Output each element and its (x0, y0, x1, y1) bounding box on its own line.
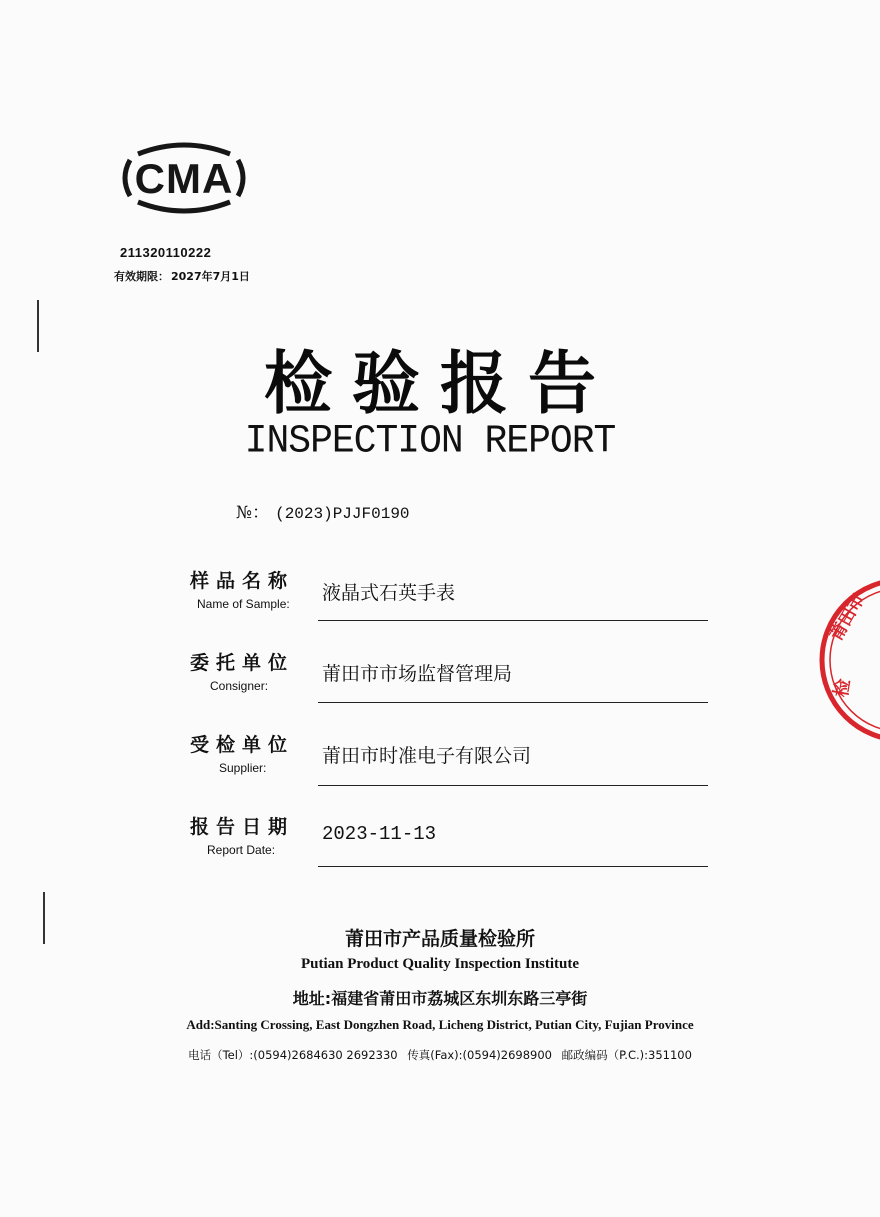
cma-logo (118, 140, 250, 216)
field-date-value: 2023-11-13 (322, 823, 437, 845)
cma-code: 211320110222 (120, 245, 212, 260)
field-consigner-label-cn: 委托单位 (190, 652, 295, 674)
binding-mark-top (37, 300, 39, 352)
institute-address-en: Add:Santing Crossing, East Dongzhen Road, Licheng District, Putian City, Fujian Province (186, 1017, 694, 1032)
institute-contact (0, 1047, 880, 1063)
field-consigner-underline (318, 702, 708, 703)
field-sample-underline (318, 620, 708, 621)
institute-name-cn: 莆田市产品质量检验所 (344, 928, 535, 950)
field-date-label-en: Report Date: (207, 843, 276, 857)
red-seal-stamp (812, 585, 870, 735)
report-number-value: (2023)PJJF0190 (275, 505, 410, 523)
institute-fax: 传真(Fax):(0594)2698900 (407, 1048, 552, 1062)
field-supplier-label-cn: 受检单位 (190, 734, 295, 756)
report-number (236, 498, 410, 523)
stamp-text-bottom: 检 (830, 677, 855, 699)
institute-address-cn: 地址:福建省莆田市荔城区东圳东路三亭街 (292, 989, 588, 1008)
field-supplier-underline (318, 785, 708, 786)
institute-postcode: 邮政编码（P.C.):351100 (561, 1048, 692, 1062)
stamp-text-top: 莆田市 (826, 590, 870, 645)
cma-validity-label: 有效期限： (114, 270, 169, 283)
title-chinese: 检验报告 (263, 344, 616, 424)
field-supplier-label-en: Supplier: (219, 761, 267, 775)
field-sample-label-en: Name of Sample: (197, 597, 290, 611)
field-date-underline (318, 866, 708, 867)
institute-name-en: Putian Product Quality Inspection Institute (300, 956, 580, 972)
cma-logo-text: CMA (134, 155, 234, 202)
cma-validity-date: 2027年7月1日 (171, 270, 250, 283)
field-sample-label-cn: 样品名称 (190, 570, 295, 592)
field-supplier-value: 莆田市时准电子有限公司 (322, 745, 532, 767)
field-date-label-cn: 报告日期 (190, 816, 295, 838)
title-english: INSPECTION REPORT (244, 418, 616, 465)
field-consigner-value: 莆田市市场监督管理局 (322, 663, 513, 685)
field-sample-value: 液晶式石英手表 (322, 582, 456, 604)
binding-mark-bottom (43, 892, 45, 944)
cma-validity (112, 268, 250, 284)
field-consigner-label-en: Consigner: (210, 679, 269, 693)
report-number-label: №： (236, 503, 270, 523)
institute-tel: 电话（Tel）:(0594)2684630 2692330 (188, 1048, 398, 1062)
